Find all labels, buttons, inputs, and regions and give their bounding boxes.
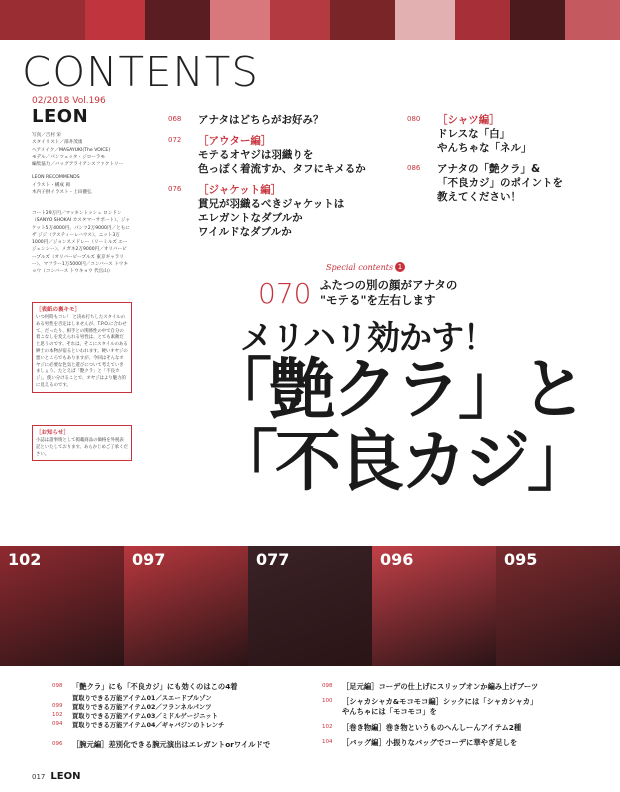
toc-line: 買取りできる万能アイテム01／スエードブルゾン (72, 695, 212, 702)
bottom-toc-item[interactable] (322, 738, 517, 748)
cover-note-label: ［表紙の裏キモ］ (36, 307, 81, 313)
notice-text: 小誌は諸事情として掲載商品の価格を外税表記といたしております。あらかじめご了承ください。 (36, 438, 128, 457)
special-number-badge: 1 (395, 262, 405, 272)
toc-line: 色っぽく着流すか、タフにキメるか (198, 163, 366, 175)
strip-photo (0, 0, 85, 40)
toc-line: ［バッグ編］小振りなバッグでコーデに華やぎ足しを (342, 738, 518, 747)
top-photo-strip (0, 0, 620, 40)
toc-line: ［足元編］コーデの仕上げにスリップオンか編み上げブーツ (342, 682, 539, 691)
bottom-toc-subitem[interactable] (52, 694, 224, 703)
toc-item[interactable] (407, 113, 532, 155)
strip-photo (395, 0, 455, 40)
toc-page: 072 (168, 136, 182, 144)
toc-line: やんちゃには「モコモコ」を (342, 707, 437, 716)
feature-photo[interactable] (0, 546, 124, 666)
photo-page-number: 096 (380, 550, 414, 569)
toc-line: 買取りできる万能アイテム04／ギャバジンのトレンチ (72, 722, 225, 729)
toc-page: 094 (52, 721, 63, 727)
strip-photo (210, 0, 270, 40)
bottom-toc-item[interactable] (322, 682, 538, 692)
footer-logo: LEON (50, 771, 81, 782)
toc-line: ［シャカシャカ&モコモコ編］シックには「シャカシャカ」 (342, 697, 538, 706)
bottom-toc-subitem[interactable] (52, 703, 224, 712)
toc-line: ［腕元編］差別化できる腕元演出はエレガントorワイルドで (72, 740, 271, 749)
feature-photo-strip (0, 546, 620, 666)
notice-label: ［お知らせ］ (36, 430, 69, 436)
feature-photo[interactable] (248, 546, 372, 666)
cover-note-text: いつ何時もコレ！ と決め打ちしたスタイルのある男性を否定はしませんが、T.P.O.に合わせて、だったり、相手との関係性の中で自分の着こなしを変えられる男性は、とても素敵だと思うのです。それは、そこにスタイルのある紳士の本物が宿るといわれます。硬いオヤジの悪いところでもありますが、今回はそんなオヤジに必要な色気と遊びについて考えていきましょう。たとえば「艶クラ」と「不良カジ」。使い分けることで、オヤジはより魅力的に見えるのです。 (36, 315, 128, 388)
special-label: Special contents (326, 263, 394, 272)
feature-headline-large: 「不良カジ」 (212, 423, 590, 500)
toc-section-label: ［アウター編］ (198, 135, 272, 147)
toc-page: 096 (52, 741, 63, 747)
strip-photo (270, 0, 330, 40)
special-page-number[interactable]: 070 (258, 277, 312, 310)
photo-page-number: 102 (8, 550, 42, 569)
toc-page: 086 (407, 164, 421, 172)
bottom-toc-subitem[interactable] (52, 721, 224, 730)
photo-page-number: 097 (132, 550, 166, 569)
toc-page: 098 (52, 683, 63, 689)
credit-line: ヘアメイク／MASAYUKI(The VOICE) (32, 147, 111, 153)
toc-line: エレガントなダブルか (198, 212, 303, 224)
feature-headline: メリハリ効かす！ (240, 318, 496, 357)
toc-page (52, 694, 72, 703)
toc-line: アナタの「艶クラ」& (437, 163, 541, 175)
bottom-toc-item[interactable] (52, 682, 238, 692)
bottom-toc-subitems (52, 694, 224, 730)
toc-page: 102 (52, 712, 63, 718)
toc-page: 068 (168, 115, 182, 123)
credit-line: 編集協力／バッグアライアンスファクトリー (32, 162, 124, 168)
feature-photo[interactable] (372, 546, 496, 666)
strip-photo (510, 0, 565, 40)
bottom-toc-item[interactable] (52, 740, 270, 750)
special-subtitle-line: "モテる"を左右します (320, 293, 436, 307)
feature-headline-large: 「艶クラ」と (206, 351, 584, 428)
photo-page-number: 077 (256, 550, 290, 569)
toc-item[interactable] (407, 162, 563, 204)
toc-page: 080 (407, 115, 421, 123)
toc-page: 076 (168, 185, 182, 193)
toc-line: 「不良カジ」のポイントを (437, 177, 563, 189)
toc-line: やんちゃな「ネル」 (437, 142, 532, 154)
toc-line: ワイルドなダブルか (198, 226, 292, 238)
bottom-toc-item[interactable] (322, 697, 537, 717)
special-subtitle (320, 278, 457, 308)
credit-line: モデル／パンツェッタ・ジローラモ (32, 154, 106, 160)
strip-photo (330, 0, 395, 40)
strip-photo (455, 0, 510, 40)
toc-item[interactable] (168, 134, 366, 176)
toc-item[interactable] (168, 183, 344, 239)
feature-photo[interactable] (124, 546, 248, 666)
toc-section-label: ［ジャケット編］ (198, 184, 282, 196)
footer-page-number: 017 (32, 773, 46, 781)
toc-line: 教えてください！ (437, 191, 521, 203)
toc-page: 099 (52, 703, 63, 709)
page-title: CONTENTS (22, 48, 259, 96)
magazine-logo: LEON (32, 106, 89, 127)
notice-box (32, 425, 132, 461)
page-footer (32, 771, 80, 782)
toc-line: ドレスな「白」 (437, 128, 511, 140)
toc-line: 買取りできる万能アイテム03／ミドルゲージニット (72, 713, 218, 720)
toc-line: 貫兄が羽織るべきジャケットは (198, 198, 345, 210)
toc-line: 「艶クラ」にも「不良カジ」にも効くのはこの4着 (72, 682, 238, 691)
toc-line: アナタはどちらがお好み？ (198, 114, 324, 126)
bottom-toc-item[interactable] (322, 723, 521, 733)
toc-page: 098 (322, 683, 333, 689)
issue-number: 02/2018 Vol.196 (32, 96, 106, 106)
credit-line: イラスト・構成 岡 (32, 182, 71, 188)
feature-photo[interactable] (496, 546, 620, 666)
toc-line: ［巻き物編］巻き物というものへんしーんアイテム2種 (342, 723, 522, 732)
strip-photo (85, 0, 145, 40)
toc-page: 104 (322, 739, 333, 745)
strip-photo (145, 0, 210, 40)
credit-line: 木内子供イラスト・上田優弘 (32, 190, 92, 196)
credits (32, 132, 130, 196)
credit-line: スタイリスト／部井茂康 (32, 140, 83, 146)
photo-page-number: 095 (504, 550, 538, 569)
toc-page: 100 (322, 698, 333, 704)
cover-note-box (32, 302, 132, 393)
toc-section-label: ［シャツ編］ (437, 114, 500, 126)
toc-line: モテるオヤジは羽織りを (198, 149, 314, 161)
toc-page: 102 (322, 724, 333, 730)
bottom-toc-subitem[interactable] (52, 712, 224, 721)
credit-line: 写真／吉村 栄 (32, 133, 62, 138)
toc-line: 買取りできる万能アイテム02／フランネルパンツ (72, 704, 212, 711)
credit-line: LEON RECOMMENDS (32, 175, 80, 181)
special-subtitle-line: ふたつの別の顔がアナタの (320, 278, 458, 292)
cover-notes: コート29万円／マッキントッシュ ロンドン（SANYO SHOKAI カスタマーサポート）、ジャケット5万4000円、パンツ2万9000円／ともにザ ジジ（アスティーレハウス）、ニット3万1000円／ジョンスメドレー（リーミルズ エージェンシー）、メガネ2万9000円／オリバーピープルズ（オリバーピープルズ 東京ギャラリー）、マフラー1万5000円／コンバース トウキョウ（コンバース トウキョウ 代官山） (32, 211, 131, 275)
toc-item[interactable] (168, 113, 323, 127)
strip-photo (565, 0, 620, 40)
